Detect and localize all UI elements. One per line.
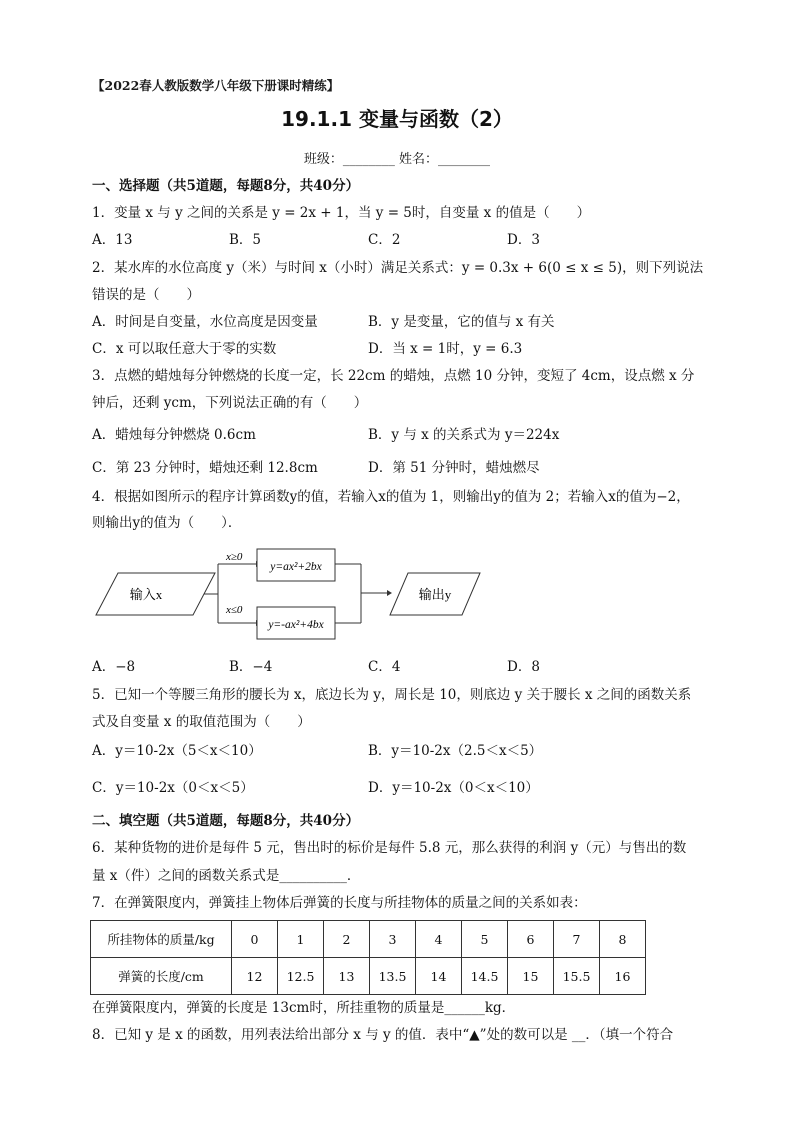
q1-option-d: D．3	[507, 232, 540, 248]
section-heading-fill: 二、填空题（共5道题，每题8分，共40分）	[92, 813, 360, 829]
table-cell: 12.5	[278, 958, 324, 995]
table-cell: 0	[232, 921, 278, 958]
question-2-stem-line2: 错误的是（ ）	[92, 287, 200, 303]
worksheet-header: 【2022春人教版数学八年级下册课时精练】	[92, 78, 340, 93]
flow-box-bottom-formula: y=-ax²+4bx	[268, 619, 324, 631]
page-title: 19.1.1 变量与函数（2）	[281, 107, 513, 131]
q5-option-b: B．y＝10-2x（2.5＜x＜5）	[368, 743, 543, 759]
table-cell: 12	[232, 958, 278, 995]
table-cell: 7	[554, 921, 600, 958]
flow-box-top-formula: y=ax²+2bx	[270, 561, 322, 573]
flow-input-label: 输入x	[129, 587, 163, 602]
question-4-stem-line2: 则输出y的值为（ ）．	[92, 515, 242, 531]
table-cell: 14	[416, 958, 462, 995]
question-5-stem-line2: 式及自变量 x 的取值范围为（ ）	[92, 714, 311, 730]
table-cell: 8	[600, 921, 646, 958]
q3-option-d: D．第 51 分钟时，蜡烛燃尽	[368, 460, 540, 476]
table-cell: 15	[508, 958, 554, 995]
condition-top: x≥0	[226, 551, 243, 563]
q5-option-a: A．y＝10-2x（5＜x＜10）	[92, 743, 262, 759]
q3-option-c: C．第 23 分钟时，蜡烛还剩 12.8cm	[92, 460, 318, 476]
q1-option-a: A．13	[92, 232, 133, 248]
question-4-stem-line1: 4．根据如图所示的程序计算函数y的值，若输入x的值为 1，则输出y的值为 2；若输入x的值为−2，	[92, 489, 690, 505]
question-8-stem: 8．已知 y 是 x 的函数，用列表法给出部分 x 与 y 的值．表中“▲”处的数可以是 __．（填一个符合	[92, 1027, 674, 1043]
question-1-stem: 1．变量 x 与 y 之间的关系是 y = 2x + 1，当 y = 5时，自变量 x 的值是（ ）	[92, 205, 591, 221]
q2-option-b: B．y 是变量，它的值与 x 有关	[368, 314, 555, 330]
q3-option-a: A．蜡烛每分钟燃烧 0.6cm	[92, 427, 256, 443]
question-2-stem-line1: 2．某水库的水位高度 y（米）与时间 x（小时）满足关系式：y = 0.3x + 6(0 ≤ x ≤ 5)，则下列说法	[92, 260, 704, 276]
q3-option-b: B．y 与 x 的关系式为 y＝224x	[368, 427, 560, 443]
q4-option-c: C．4	[368, 659, 401, 675]
class-name-line: 班级：________ 姓名：________	[303, 152, 491, 167]
q2-option-a: A．时间是自变量，水位高度是因变量	[92, 314, 318, 330]
table-cell: 15.5	[554, 958, 600, 995]
question-3-stem-line2: 钟后，还剩 ycm，下列说法正确的有（ ）	[92, 395, 368, 411]
program-flowchart	[90, 545, 490, 650]
q4-option-b: B．−4	[229, 659, 273, 675]
q2-option-c: C．x 可以取任意大于零的实数	[92, 341, 277, 357]
table-cell: 13.5	[370, 958, 416, 995]
q5-option-c: C．y＝10-2x（0＜x＜5）	[92, 780, 254, 796]
table-row	[91, 958, 646, 995]
spring-data-table	[90, 920, 646, 995]
section-heading-choice: 一、选择题（共5道题，每题8分，共40分）	[92, 178, 360, 194]
question-6-stem-line2: 量 x（件）之间的函数关系式是__________．	[92, 868, 361, 884]
table-cell: 16	[600, 958, 646, 995]
q1-option-b: B．5	[229, 232, 262, 248]
question-7-followup: 在弹簧限度内，弹簧的长度是 13cm时，所挂重物的质量是______kg．	[92, 1000, 516, 1016]
table-cell: 5	[462, 921, 508, 958]
q4-option-d: D．8	[507, 659, 540, 675]
table-cell: 13	[324, 958, 370, 995]
q5-option-d: D．y＝10-2x（0＜x＜10）	[368, 780, 539, 796]
question-7-stem: 7．在弹簧限度内，弹簧挂上物体后弹簧的长度与所挂物体的质量之间的关系如表：	[92, 895, 587, 911]
table-row-header-mass: 所挂物体的质量/kg	[91, 921, 232, 958]
table-row-header-length: 弹簧的长度/cm	[91, 958, 232, 995]
table-cell: 2	[324, 921, 370, 958]
question-5-stem-line1: 5．已知一个等腰三角形的腰长为 x，底边长为 y，周长是 10，则底边 y 关于腰长 x 之间的函数关系	[92, 687, 692, 703]
flow-output-label: 输出y	[418, 587, 452, 602]
q1-option-c: C．2	[368, 232, 401, 248]
question-3-stem-line1: 3．点燃的蜡烛每分钟燃烧的长度一定，长 22cm 的蜡烛，点燃 10 分钟，变短了 4cm，设点燃 x 分	[92, 368, 695, 384]
table-cell: 6	[508, 921, 554, 958]
table-cell: 14.5	[462, 958, 508, 995]
table-cell: 1	[278, 921, 324, 958]
table-cell: 4	[416, 921, 462, 958]
table-cell: 3	[370, 921, 416, 958]
table-row	[91, 921, 646, 958]
q2-option-d: D．当 x = 1时，y = 6.3	[368, 341, 523, 357]
q4-option-a: A．−8	[92, 659, 136, 675]
condition-bottom: x≤0	[226, 604, 243, 616]
question-6-stem-line1: 6．某种货物的进价是每件 5 元，售出时的标价是每件 5.8 元，那么获得的利润 y（元）与售出的数	[92, 840, 687, 856]
